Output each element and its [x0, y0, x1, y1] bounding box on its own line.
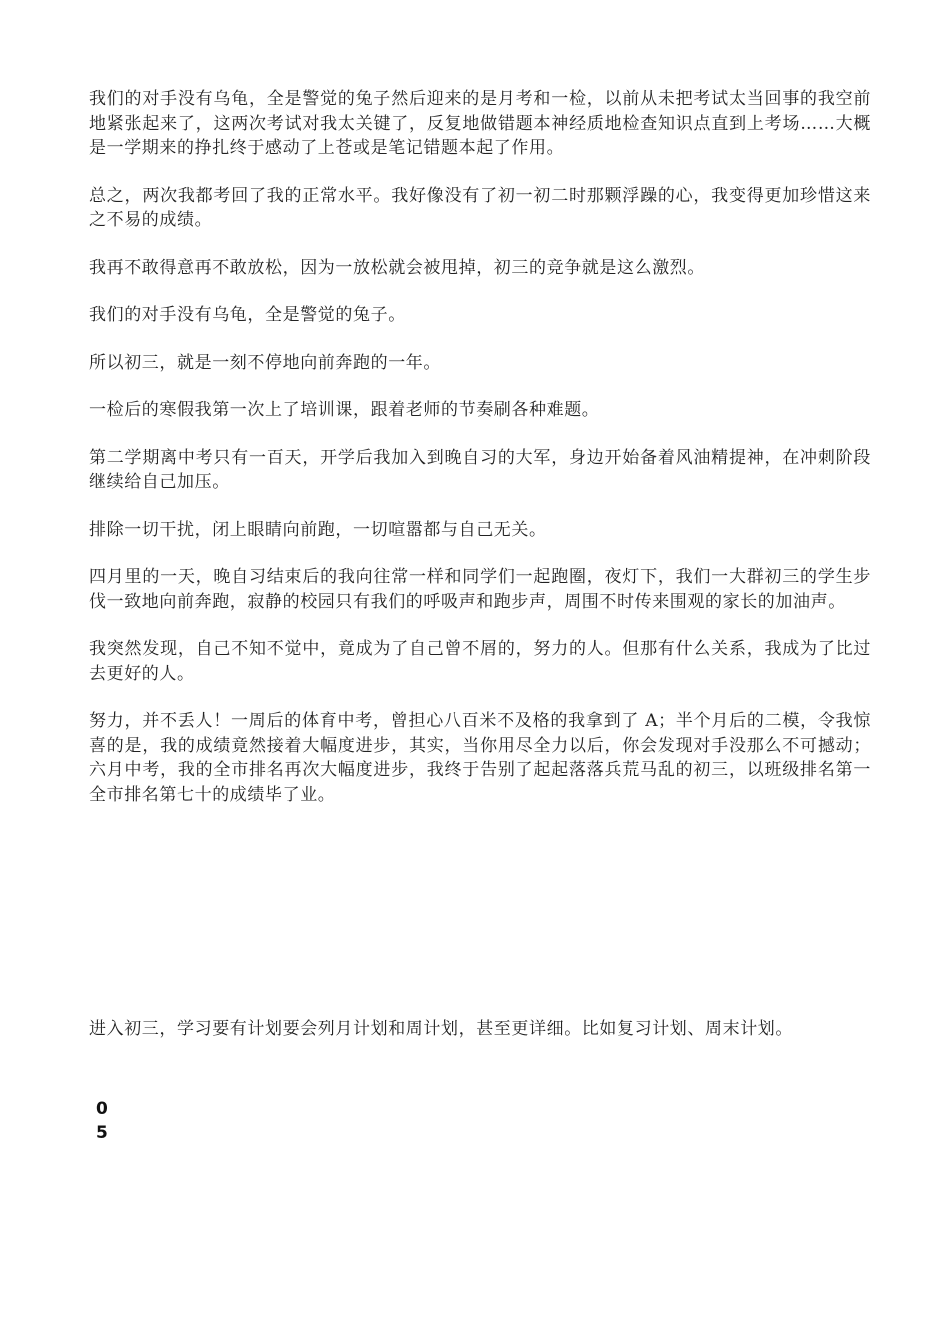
paragraph-2: 总之，两次我都考回了我的正常水平。我好像没有了初一初二时那颗浮躁的心，我变得更加珍惜这来之不易的成绩。 — [89, 185, 871, 230]
paragraph-11: 努力，并不丢人！一周后的体育中考，曾担心八百米不及格的我拿到了 A；半个月后的二模，令我惊喜的是，我的成绩竟然接着大幅度进步，其实，当你用尽全力以后，你会发现对手没那么不可撼动；六月中考，我的全市排名再次大幅度进步，我终于告别了起起落落兵荒马乱的初三，以班级排名第一全市排名第七十的成绩毕了业。 — [89, 711, 871, 805]
paragraph-3: 我再不敢得意再不敢放松，因为一放松就会被甩掉，初三的竞争就是这么激烈。 — [89, 257, 705, 278]
paragraph-5: 所以初三，就是一刻不停地向前奔跑的一年。 — [89, 352, 441, 373]
paragraph-10: 我突然发现，自己不知不觉中，竟成为了自己曾不屑的，努力的人。但那有什么关系，我成为了比过去更好的人。 — [89, 639, 871, 684]
paragraph-6: 一检后的寒假我第一次上了培训课，跟着老师的节奏刷各种难题。 — [89, 400, 600, 420]
paragraph-4: 我们的对手没有乌龟，全是警觉的兔子。 — [89, 305, 406, 325]
paragraph-9: 四月里的一天，晚自习结束后的我向往常一样和同学们一起跑圈，夜灯下，我们一大群初三的学生步伐一致地向前奔跑，寂静的校园只有我们的呼吸声和跑步声，周围不时传来围观的家长的加油声。 — [89, 567, 871, 612]
tail-note: 进入初三，学习要有计划要会列月计划和周计划，甚至更详细。比如复习计划、周末计划。 — [89, 1019, 793, 1039]
paragraph-7: 第二学期离中考只有一百天，开学后我加入到晚自习的大军，身边开始备着风油精提神，在冲刺阶段继续给自己加压。 — [89, 447, 871, 492]
body-text — [89, 87, 871, 830]
page-number-digit-1: 0 — [96, 1099, 108, 1119]
page-number-digit-2: 5 — [96, 1123, 108, 1143]
paragraph-8: 排除一切干扰，闭上眼睛向前跑，一切喧嚣都与自己无关。 — [89, 519, 547, 540]
paragraph-1: 我们的对手没有乌龟，全是警觉的兔子然后迎来的是月考和一检，以前从未把考试太当回事的我空前地紧张起来了，这两次考试对我太关键了，反复地做错题本神经质地检查知识点直到上考场……大概是一学期来的挣扎终于感动了上苍或是笔记错题本起了作用。 — [89, 89, 871, 158]
page-number — [96, 1097, 116, 1145]
